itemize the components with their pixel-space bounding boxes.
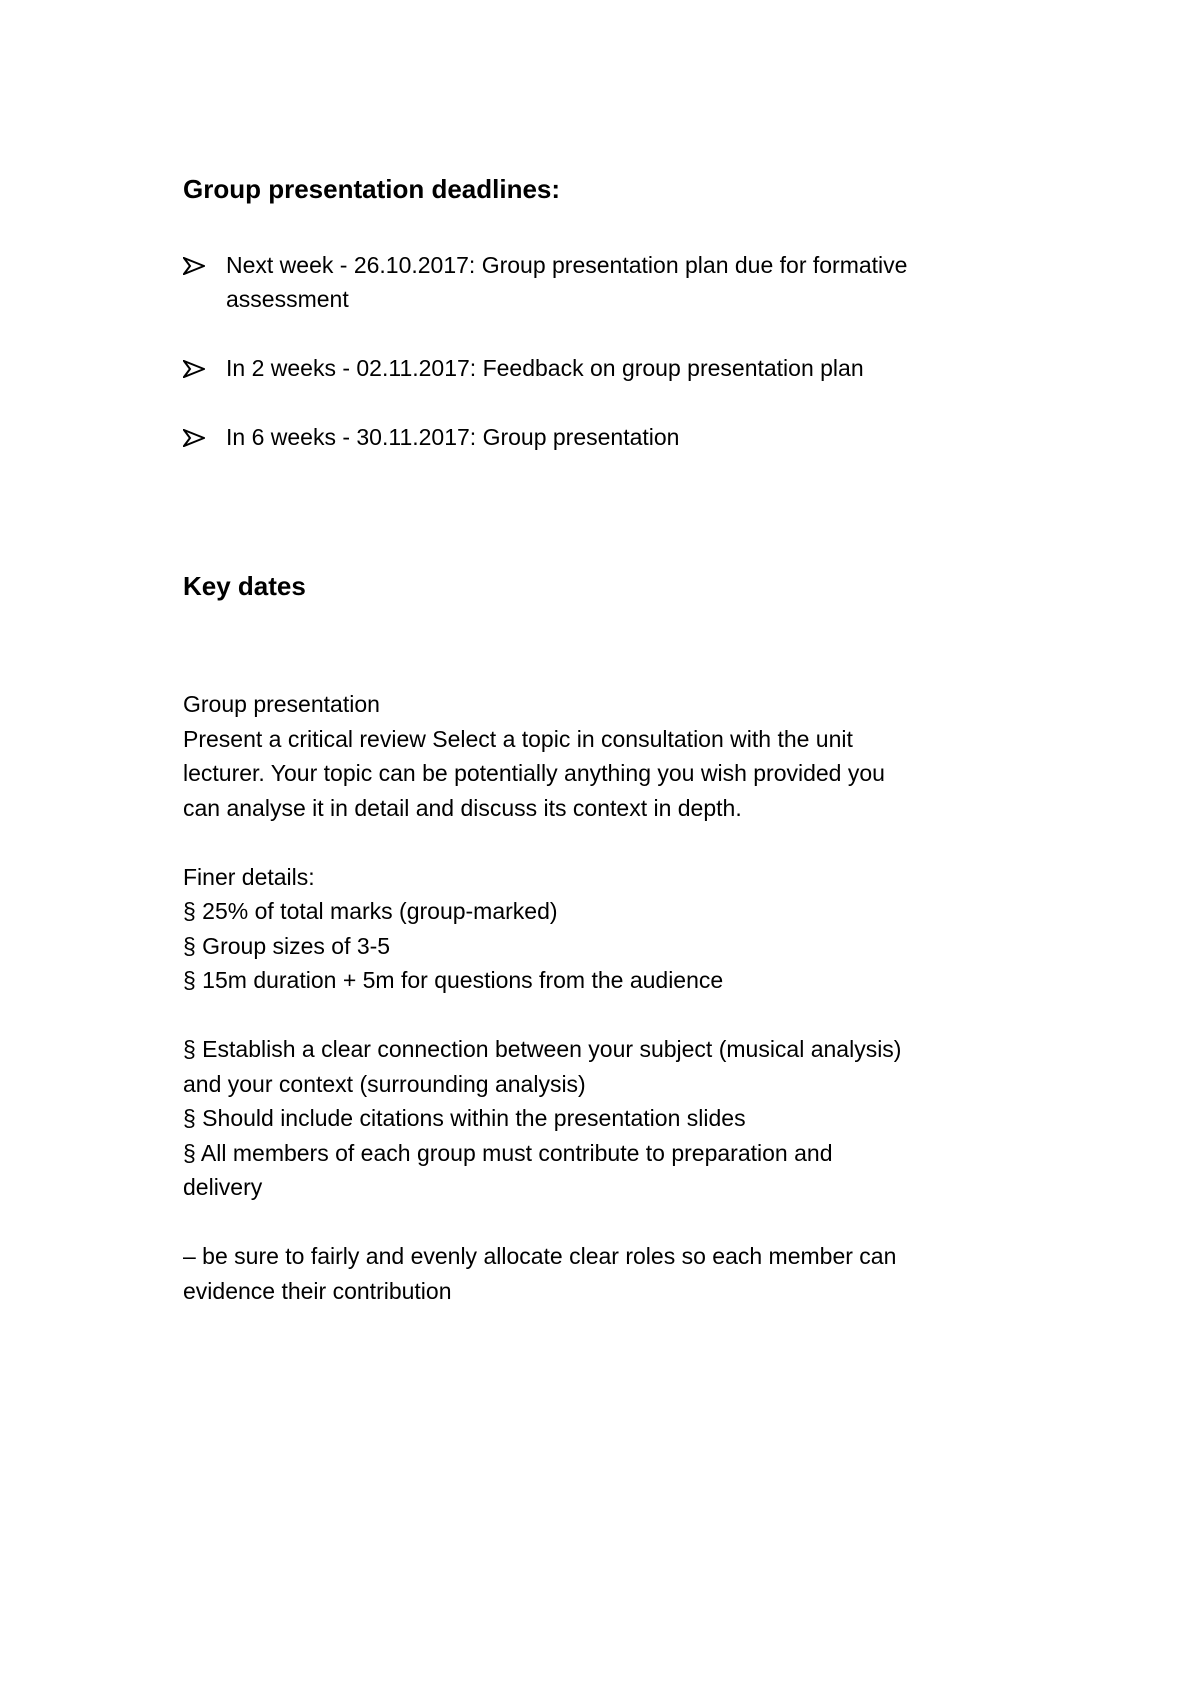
closing-note	[183, 1239, 1043, 1308]
requirement-line: § Establish a clear connection between your subject (musical analysis)	[183, 1036, 902, 1062]
requirement-line: delivery	[183, 1174, 263, 1200]
finer-detail-item: § 15m duration + 5m for questions from the audience	[183, 967, 724, 993]
deadline-item	[183, 420, 1043, 454]
deadlines-heading: Group presentation deadlines:	[183, 174, 561, 204]
deadlines-list	[183, 248, 1043, 454]
finer-details-section	[183, 860, 1043, 998]
requirements-section	[183, 1032, 1043, 1205]
deadline-text-continued: assessment	[226, 286, 349, 312]
deadline-item	[183, 248, 1043, 316]
arrowhead-bullet-icon	[183, 257, 205, 275]
finer-detail-item: § Group sizes of 3-5	[183, 932, 391, 959]
deadline-text: Next week - 26.10.2017: Group presentation plan due for formative	[226, 252, 908, 278]
key-dates-heading: Key dates	[183, 571, 306, 601]
closing-note-line: evidence their contribution	[183, 1277, 452, 1304]
presentation-desc-line: can analyse it in detail and discuss its context in depth.	[183, 794, 742, 821]
finer-details-label: Finer details:	[183, 863, 315, 890]
requirement-line: and your context (surrounding analysis)	[183, 1070, 586, 1097]
presentation-desc-line: lecturer. Your topic can be potentially anything you wish provided you	[183, 760, 885, 786]
arrowhead-bullet-icon	[183, 360, 205, 378]
deadline-text: In 2 weeks - 02.11.2017: Feedback on group presentation plan	[226, 355, 864, 381]
presentation-title: Group presentation	[183, 691, 380, 717]
requirement-line: § All members of each group must contribute to preparation and	[183, 1139, 833, 1166]
arrowhead-bullet-icon	[183, 429, 205, 447]
closing-note-line: – be sure to fairly and evenly allocate clear roles so each member can	[183, 1243, 897, 1269]
finer-detail-item: § 25% of total marks (group-marked)	[183, 898, 558, 924]
requirement-line: § Should include citations within the presentation slides	[183, 1105, 746, 1131]
deadline-text: In 6 weeks - 30.11.2017: Group presentation	[226, 424, 680, 450]
presentation-desc-line: Present a critical review Select a topic in consultation with the unit	[183, 725, 853, 752]
document-content	[183, 172, 1043, 1308]
deadline-item	[183, 351, 1043, 385]
presentation-section	[183, 687, 1043, 825]
